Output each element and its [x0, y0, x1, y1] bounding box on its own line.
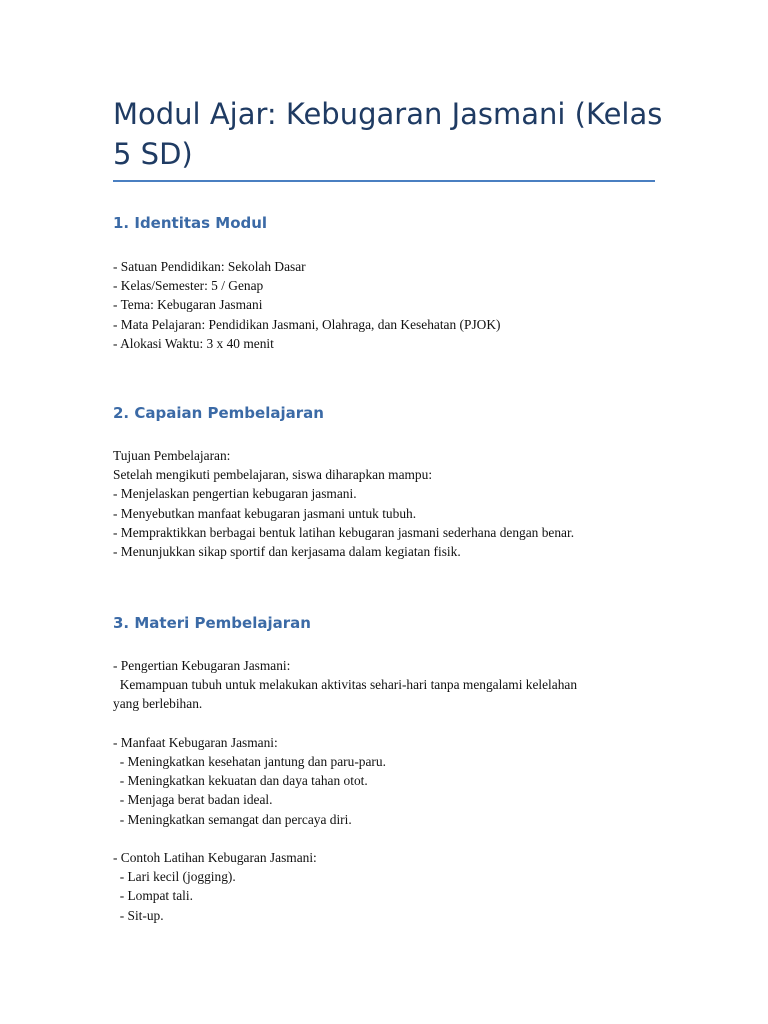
text-line: - Mata Pelajaran: Pendidikan Jasmani, Olahraga, dan Kesehatan (PJOK)	[113, 316, 501, 332]
text-line: Tujuan Pembelajaran:	[113, 448, 231, 463]
document-title: Modul Ajar: Kebugaran Jasmani (Kelas 5 SD)	[113, 97, 663, 171]
blank-line	[113, 714, 673, 733]
text-line: - Menjaga berat badan ideal.	[113, 792, 273, 808]
text-line: - Alokasi Waktu: 3 x 40 menit	[113, 335, 274, 351]
section-heading-capaian: 2. Capaian Pembelajaran	[113, 404, 324, 422]
text-line: Kemampuan tubuh untuk melakukan aktivitas sehari-hari tanpa mengalami kelelahan	[113, 677, 578, 693]
text-line: - Menjelaskan pengertian kebugaran jasmani.	[113, 486, 357, 502]
text-line: - Manfaat Kebugaran Jasmani:	[113, 734, 278, 750]
text-line: - Pengertian Kebugaran Jasmani:	[113, 658, 291, 673]
text-line: - Lari kecil (jogging).	[113, 869, 236, 885]
text-line: - Menunjukkan sikap sportif dan kerjasama dalam kegiatan fisik.	[113, 544, 461, 560]
text-line: - Satuan Pendidikan: Sekolah Dasar	[113, 259, 306, 274]
text-line: - Meningkatkan kesehatan jantung dan paru-paru.	[113, 754, 386, 769]
text-line: - Lompat tali.	[113, 888, 193, 904]
text-line: - Sit-up.	[113, 907, 164, 923]
text-line: - Contoh Latihan Kebugaran Jasmani:	[113, 850, 317, 865]
title-divider	[113, 180, 655, 182]
text-line: Setelah mengikuti pembelajaran, siswa diharapkan mampu:	[113, 467, 433, 483]
section-heading-identitas: 1. Identitas Modul	[113, 214, 268, 232]
text-line: - Meningkatkan semangat dan percaya diri.	[113, 811, 352, 827]
section-body-identitas	[113, 257, 673, 353]
text-line: - Kelas/Semester: 5 / Genap	[113, 278, 264, 294]
section-body-materi	[113, 656, 673, 925]
text-line: - Meningkatkan kekuatan dan daya tahan otot.	[113, 773, 368, 789]
text-line: - Mempraktikkan berbagai bentuk latihan kebugaran jasmani sederhana dengan benar.	[113, 524, 575, 540]
section-heading-materi: 3. Materi Pembelajaran	[113, 614, 311, 632]
text-line: - Menyebutkan manfaat kebugaran jasmani untuk tubuh.	[113, 505, 417, 521]
section-body-capaian	[113, 446, 673, 561]
text-line: - Tema: Kebugaran Jasmani	[113, 297, 263, 313]
blank-line	[113, 829, 673, 848]
text-line: yang berlebihan.	[113, 696, 203, 712]
